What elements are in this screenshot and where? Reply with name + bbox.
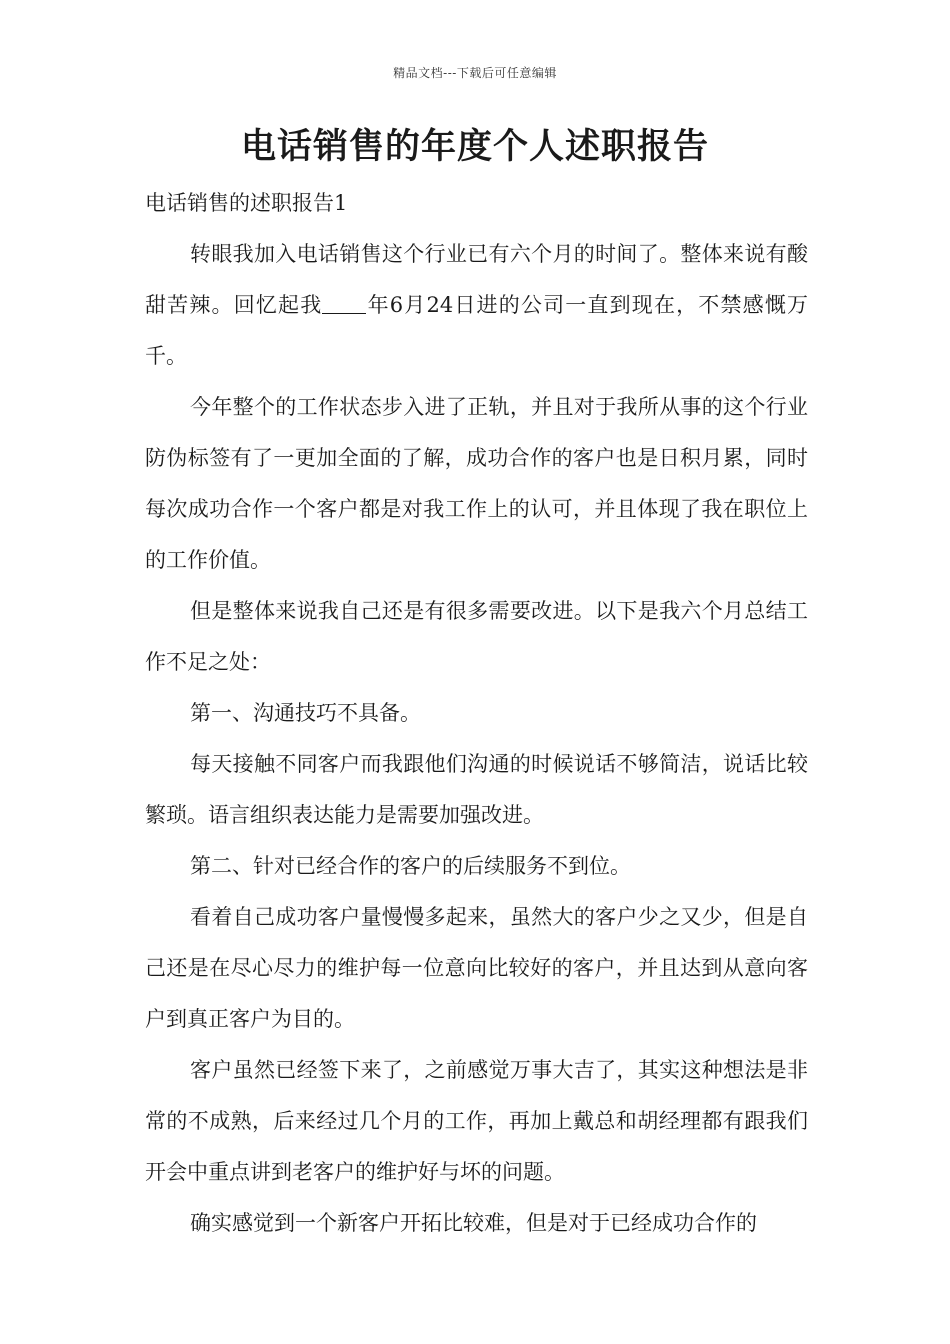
paragraph: 第二、针对已经合作的客户的后续服务不到位。 <box>190 854 631 878</box>
paragraph: 看着自己成功客户量慢慢多起来，虽然大的客户少之又少，但是自己还是在尽心尽力的维护每一位意向比较好的客户，并且达到从意向客户到真正客户为目的。 <box>145 905 808 1031</box>
paragraph-text-part1: 转眼我加入电话销售这个行业已有六个月的时间了。整体来说有酸甜苦辣。回忆起我 <box>145 242 808 317</box>
paragraph: 客户虽然已经签下来了，之前感觉万事大吉了，其实这种想法是非常的不成熟，后来经过几个月的工作，再加上戴总和胡经理都有跟我们开会中重点讲到老客户的维护好与坏的问题。 <box>145 1058 808 1184</box>
fill-in-blank <box>322 292 366 314</box>
paragraph: 每天接触不同客户而我跟他们沟通的时候说话不够简洁，说话比较繁琐。语言组织表达能力是需要加强改进。 <box>145 752 808 827</box>
paragraph: 确实感觉到一个新客户开拓比较难，但是对于已经成功合作的 <box>190 1211 757 1235</box>
paragraph: 但是整体来说我自己还是有很多需要改进。以下是我六个月总结工作不足之处： <box>145 599 808 674</box>
section-subtitle: 电话销售的述职报告1 <box>145 191 348 215</box>
header-note: 精品文档---下载后可任意编辑 <box>393 66 557 80</box>
paragraph <box>145 229 808 382</box>
paragraph-text-part2: 年6月24日进的公司一直到现在，不禁感慨万千。 <box>145 293 808 368</box>
document-body <box>145 178 808 1249</box>
paragraph: 今年整个的工作状态步入进了正轨，并且对于我所从事的这个行业防伪标签有了一更加全面的了解，成功合作的客户也是日积月累，同时每次成功合作一个客户都是对我工作上的认可，并且体现了我在职位上的工作价值。 <box>145 395 808 572</box>
document-title: 电话销售的年度个人述职报告 <box>240 126 709 167</box>
paragraph: 第一、沟通技巧不具备。 <box>190 701 421 725</box>
